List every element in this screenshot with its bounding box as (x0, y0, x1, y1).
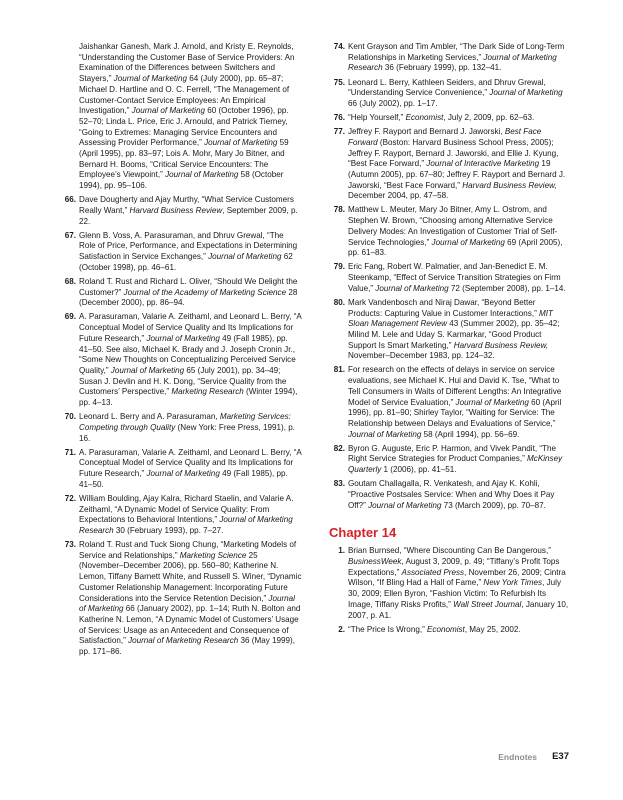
endnote-entry (329, 479, 571, 511)
endnote-number: 78. (333, 205, 345, 215)
endnote-number: 73. (64, 540, 76, 550)
endnote-entry (329, 444, 571, 476)
endnote-number: 67. (64, 230, 76, 240)
right-column-entries (329, 42, 571, 511)
endnote-text: William Boulding, Ajay Kalra, Richard Staelin, and Valarie A. Zeithaml, “A Dynamic Model of Service Quality: From Expectations to Behavioral Intentions,” Journal of Marketing Research 30 (February 1993), pp. 7–27. (79, 493, 294, 535)
endnote-text: Leonard L. Berry, Kathleen Seiders, and Dhruv Grewal, “Understanding Service Convenience,” Journal of Marketing 66 (July 2002), pp. 1–17. (348, 77, 563, 108)
endnote-entry (329, 298, 571, 362)
endnote-entry (60, 494, 302, 537)
endnote-number: 81. (333, 365, 345, 375)
endnote-entry (329, 42, 571, 74)
chapter-entries (329, 546, 571, 635)
endnote-entry (329, 113, 571, 124)
endnote-number: 71. (64, 447, 76, 457)
endnote-text: “The Price Is Wrong,” Economist, May 25, 2002. (348, 624, 521, 634)
chapter-heading: Chapter 14 (329, 525, 397, 541)
endnote-number: 69. (64, 312, 76, 322)
endnote-number: 72. (64, 493, 76, 503)
endnote-entry (329, 546, 571, 621)
endnote-text: Matthew L. Meuter, Mary Jo Bitner, Amy L. Ostrom, and Stephen W. Brown, “Choosing among Alternative Service Delivery Modes: An Investigation of Customer Trial of Self-Service Technologies,” Journal of Marketing 69 (April 2005), pp. 61–83. (348, 205, 563, 258)
endnote-text: Leonard L. Berry and A. Parasuraman, Marketing Services: Competing through Quality (New York: Free Press, 1991), p. 16. (79, 412, 295, 443)
endnote-entry (60, 312, 302, 408)
right-column (329, 42, 571, 639)
endnote-number: 1. (338, 546, 345, 556)
endnote-entry (60, 231, 302, 274)
endnote-text: A. Parasuraman, Valarie A. Zeithaml, and Leonard L. Berry, “A Conceptual Model of Service Quality and Its Implications for Future Research,” Journal of Marketing 49 (Fall 1985), pp. 41–50. See also, Michael K. Brady and J. Joseph Cronin Jr., “Some New Thoughts on Conceptualizing Perceived Service Quality,” Journal of Marketing 65 (July 2001), pp. 34–49; Susan J. Devlin and H. K. Dong, “Service Quality from the Customers’ Perspective,” Marketing Research (Winter 1994), pp. 4–13. (79, 312, 302, 408)
endnote-text: Byron G. Auguste, Eric P. Harmon, and Vivek Pandit, “The Right Service Strategies for Product Companies,” McKinsey Quarterly 1 (2006), pp. 41–51. (348, 443, 563, 475)
endnote-number: 79. (333, 262, 345, 272)
endnote-number: 2. (338, 624, 345, 634)
endnote-entry (329, 127, 571, 202)
endnote-number: 66. (64, 195, 76, 205)
page-footer (0, 752, 623, 766)
endnote-text: A. Parasuraman, Valarie A. Zeithaml, and Leonard L. Berry, “A Conceptual Model of Service Quality and Its Implications for Future Research,” Journal of Marketing 49 (Fall 1985), pp. 41–50. (79, 447, 302, 489)
endnote-text: “Help Yourself,” Economist, July 2, 2009, pp. 62–63. (348, 113, 535, 122)
footer-section-label: Endnotes (498, 752, 537, 762)
endnote-text: Mark Vandenbosch and Niraj Dawar, “Beyond Better Products: Capturing Value in Customer Interactions,” MIT Sloan Management Review 43 (Summer 2002), pp. 35–42; Milind M. Lele and Uday S. Karmarkar, “Good Product Support Is Smart Marketing,” Harvard Business Review, November–December 1983, pp. 124–32. (348, 297, 560, 361)
endnote-text: Dave Dougherty and Ajay Murthy, “What Service Customers Really Want,” Harvard Business Review, September 2009, p. 22. (79, 195, 298, 226)
endnote-text: Jaishankar Ganesh, Mark J. Arnold, and Kristy E. Reynolds, “Understanding the Customer Base of Service Providers: An Examination of the Differences between Switchers and Stayers,” Journal of Marketing 64 (July 2000), pp. 65–87; Michael D. Hartline and O. C. Ferrell, “The Management of Customer-Contact Service Employees: An Empirical Investigation,” Journal of Marketing 60 (October 1996), pp. 52–70; Linda L. Price, Eric J. Arnould, and Patrick Tierney, “Going to Extremes: Managing Service Encounters and Assessing Provider Performance,” Journal of Marketing 59 (April 1995), pp. 83–97; Lois A. Mohr, Mary Jo Bitner, and Bernard H. Booms, “Critical Service Encounters: The Employee’s Viewpoint,” Journal of Marketing 58 (October 1994), pp. 95–106. (79, 42, 295, 191)
endnote-text: Brian Burnsed, “Where Discounting Can Be Dangerous,” BusinessWeek, August 3, 2009, p. 49; “Tiffany’s Profit Tops Expectations,” Associated Press, November 26, 2009; Cintra Wilson, “If Bling Had a Hall of Fame,” New York Times, July 30, 2009; Ellen Byron, “Fashion Victim: To Refurbish Its Image, Tiffany Risks Profits,” Wall Street Journal, January 10, 2007, p. A1. (348, 546, 569, 620)
endnote-number: 76. (333, 113, 345, 122)
endnote-entry (60, 540, 302, 658)
endnote-text: Roland T. Rust and Richard L. Oliver, “Should We Delight the Customer?” Journal of the Academy of Marketing Science 28 (December 2000), pp. 86–94. (79, 276, 298, 308)
endnote-entry (60, 277, 302, 309)
endnote-number: 68. (64, 276, 76, 286)
endnote-number: 82. (333, 443, 345, 453)
endnote-entry (329, 78, 571, 110)
endnote-text: Eric Fang, Robert W. Palmatier, and Jan-Benedict E. M. Steenkamp, “Effect of Service Transition Strategies on Firm Value,” Journal of Marketing 72 (September 2008), pp. 1–14. (348, 262, 566, 293)
endnote-number: 80. (333, 297, 345, 307)
endnote-number: 83. (333, 479, 345, 489)
endnote-number: 74. (333, 42, 345, 51)
endnote-entry (60, 195, 302, 227)
endnote-entry (329, 262, 571, 294)
endnote-text: Glenn B. Voss, A. Parasuraman, and Dhruv Grewal, “The Role of Price, Performance, and Expectations in Determining Satisfaction in Service Exchanges,” Journal of Marketing 62 (October 1998), pp. 46–61. (79, 230, 298, 272)
endnote-number: 75. (333, 77, 345, 87)
endnote-number: 77. (333, 127, 345, 137)
left-column (60, 42, 302, 661)
endnote-entry (60, 42, 302, 192)
endnote-entry (329, 205, 571, 259)
endnote-text: For research on the effects of delays in service on service evaluations, see Michael K. Hui and David K. Tse, “What to Tell Consumers in Waits of Different Lengths: An Integrative Model of Service Evaluation,” Journal of Marketing 60 (April 1996), pp. 81–90; Shirley Taylor, “Waiting for Service: The Relationship between Delays and Evaluations of Service,” Journal of Marketing 58 (April 1994), pp. 56–69. (348, 365, 562, 439)
endnote-text: Kent Grayson and Tim Ambler, “The Dark Side of Long-Term Relationships in Marketing Services,” Journal of Marketing Research 36 (February 1999), pp. 132–41. (348, 42, 565, 73)
endnote-text: Jeffrey F. Rayport and Bernard J. Jaworski, Best Face Forward (Boston: Harvard Business School Press, 2005); Jeffrey F. Rayport, Bernard J. Jaworski, and Ellie J. Kyung, “Best Face Forward,” Journal of Interactive Marketing 19 (Autumn 2005), pp. 67–80; Jeffrey F. Rayport and Bernard J. Jaworski, “Best Face Forward,” Harvard Business Review, December 2004, pp. 47–58. (348, 127, 566, 201)
endnote-entry (60, 412, 302, 444)
endnote-text: Goutam Challagalla, R. Venkatesh, and Ajay K. Kohli, “Proactive Postsales Service: When and Why Does it Pay Off?” Journal of Marketing 73 (March 2009), pp. 70–87. (348, 479, 555, 510)
endnote-text: Roland T. Rust and Tuck Siong Chung, “Marketing Models of Service and Relationships,” Marketing Science 25 (November–December 2006), pp. 560–80; Katherine N. Lemon, Tiffany Barnett White, and Russell S. Winer, “Dynamic Customer Relationship Management: Incorporating Future Considerations into the Service Retention Decision,” Journal of Marketing 66 (January 2002), pp. 1–14; Ruth N. Bolton and Katherine N. Lemon, “A Dynamic Model of Customers’ Usage of Services: Usage as an Antecedent and Consequence of Satisfaction,” Journal of Marketing Research 36 (May 1999), pp. 171–86. (79, 540, 302, 657)
endnote-entry (329, 365, 571, 440)
endnote-entry (60, 448, 302, 491)
endnote-number: 70. (64, 412, 76, 422)
footer-page-number: E37 (552, 751, 569, 762)
endnote-entry (329, 625, 571, 636)
